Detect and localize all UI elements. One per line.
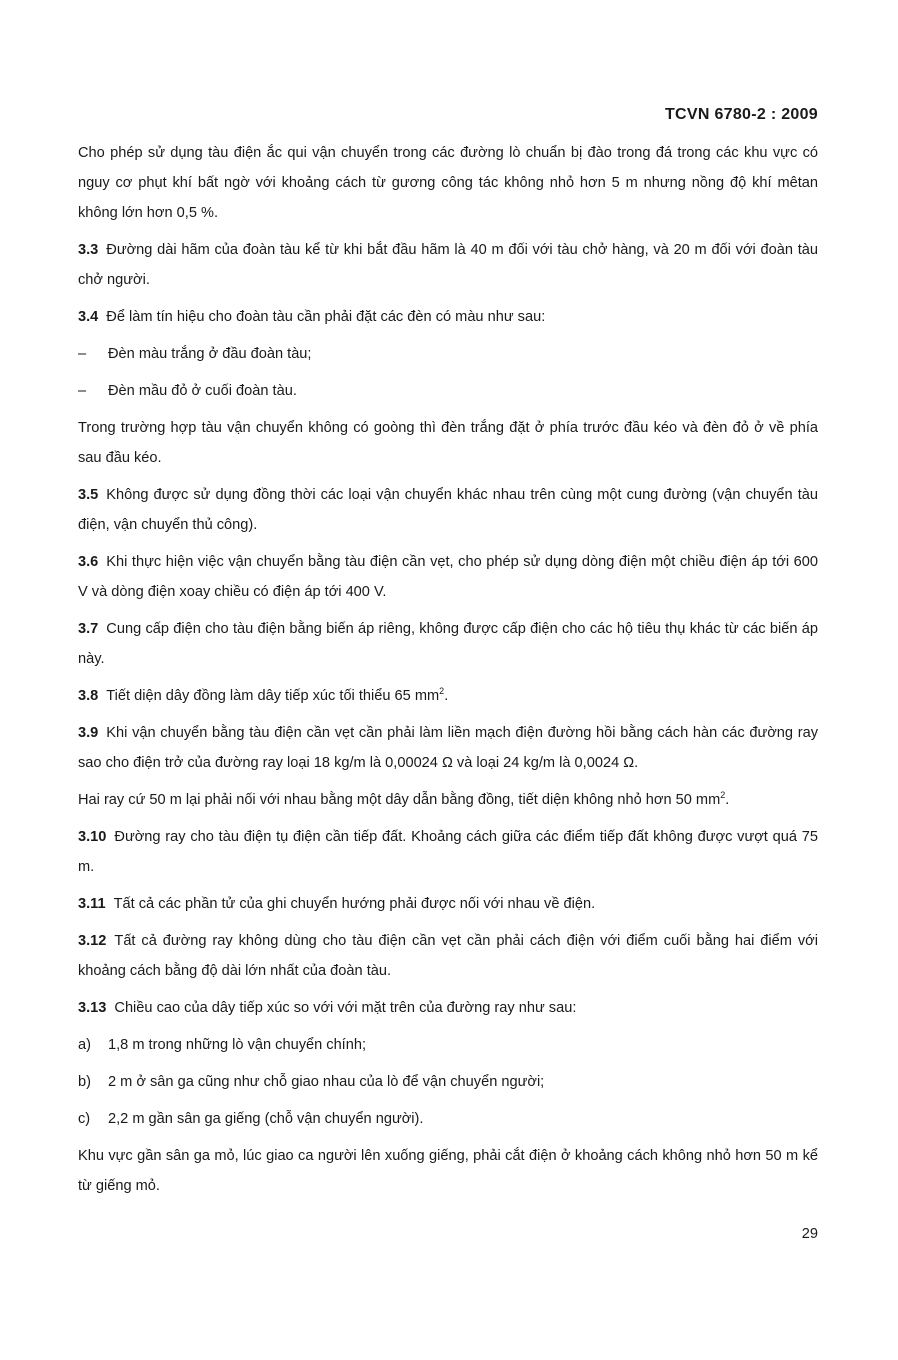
- list-marker: –: [78, 346, 87, 362]
- list-marker: c): [78, 1111, 91, 1127]
- clause-number: 3.12: [78, 933, 107, 949]
- clause-number: 3.9: [78, 725, 99, 741]
- clause-3-4-note: Trong trường hợp tàu vận chuyển không có goòng thì đèn trắng đặt ở phía trước đầu kéo và đèn đỏ ở về phía sau đầu kéo.: [78, 420, 818, 466]
- clause-3-10: [78, 822, 818, 882]
- clause-text: Cung cấp điện cho tàu điện bằng biến áp riêng, không được cấp điện cho các hộ tiêu thụ khác từ các biến áp này.: [78, 621, 818, 667]
- list-item-text: Đèn mầu đỏ ở cuối đoàn tàu.: [108, 383, 297, 399]
- clause-text: Không được sử dụng đồng thời các loại vận chuyển khác nhau trên cùng một cung đường (vận chuyển tàu điện, vận chuyển thủ công).: [78, 487, 818, 533]
- clause-number: 3.8: [78, 688, 99, 704]
- clause-text: Tất cả các phần tử của ghi chuyển hướng phải được nối với nhau về điện.: [113, 896, 596, 912]
- clause-3-9: [78, 718, 818, 778]
- page-number: 29: [801, 1226, 818, 1242]
- clause-end: .: [444, 688, 449, 704]
- clause-number: 3.10: [78, 829, 107, 845]
- clause-text: Đường ray cho tàu điện tụ điện cần tiếp đất. Khoảng cách giữa các điểm tiếp đất không được vượt quá 75 m.: [78, 829, 818, 875]
- clause-3-13: [78, 993, 818, 1023]
- document-body: [78, 138, 818, 1208]
- clause-3-7: [78, 614, 818, 674]
- clause-number: 3.11: [78, 896, 106, 912]
- clause-number: 3.4: [78, 309, 99, 325]
- clause-text: Đường dài hãm của đoàn tàu kể từ khi bắt đầu hãm là 40 m đối với tàu chở hàng, và 20 m đối với đoàn tàu chở người.: [78, 242, 818, 288]
- superscript: 2: [720, 790, 726, 801]
- clause-text: Hai ray cứ 50 m lại phải nối với nhau bằng một dây dẫn bằng đồng, tiết diện không nhỏ hơn 50 mm: [78, 792, 721, 808]
- clause-3-5: [78, 480, 818, 540]
- list-item: [78, 1104, 818, 1134]
- clause-3-9-note: [78, 785, 818, 815]
- intro-paragraph: Cho phép sử dụng tàu điện ắc qui vận chuyển trong các đường lò chuẩn bị đào trong đá trong các khu vực có nguy cơ phụt khí bất ngờ với khoảng cách từ gương công tác không nhỏ hơn 5 m nhưng nồng độ khí mêtan không lớn hơn 0,5 %.: [78, 145, 818, 221]
- clause-number: 3.3: [78, 242, 99, 258]
- clause-number: 3.6: [78, 554, 99, 570]
- clause-3-12: [78, 926, 818, 986]
- clause-3-13-note: Khu vực gần sân ga mỏ, lúc giao ca người lên xuống giếng, phải cắt điện ở khoảng cách không nhỏ hơn 50 m kể từ giếng mỏ.: [78, 1148, 818, 1194]
- list-item-text: 2,2 m gần sân ga giếng (chỗ vận chuyển người).: [108, 1111, 424, 1127]
- clause-text: Tất cả đường ray không dùng cho tàu điện cần vẹt cần phải cách điện với điểm cuối bằng hai điểm với khoảng cách bằng độ dài lớn nhất của đoàn tàu.: [78, 933, 818, 979]
- list-item: [78, 1030, 818, 1060]
- list-item-text: 2 m ở sân ga cũng như chỗ giao nhau của lò để vận chuyển người;: [108, 1074, 545, 1090]
- clause-text: Khi thực hiện việc vận chuyển bằng tàu điện cần vẹt, cho phép sử dụng dòng điện một chiều điện áp tới 600 V và dòng điện xoay chiều có điện áp tới 400 V.: [78, 554, 818, 600]
- clause-3-4: [78, 302, 818, 332]
- clause-text: Chiều cao của dây tiếp xúc so với với mặt trên của đường ray như sau:: [114, 1000, 577, 1016]
- clause-3-8: [78, 681, 818, 711]
- clause-end: .: [725, 792, 730, 808]
- list-item-text: 1,8 m trong những lò vận chuyển chính;: [108, 1037, 367, 1053]
- clause-text: Khi vận chuyển bằng tàu điện cần vẹt cần phải làm liền mạch điện đường hồi bằng cách hàn các đường ray sao cho điện trở của đường ray loại 18 kg/m là 0,00024 Ω và loại 24 kg/m là 0,0024 Ω.: [78, 725, 818, 771]
- list-marker: b): [78, 1074, 91, 1090]
- clause-3-11: [78, 889, 818, 919]
- clause-number: 3.13: [78, 1000, 107, 1016]
- clause-text: Tiết diện dây đồng làm dây tiếp xúc tối thiểu 65 mm: [106, 688, 440, 704]
- clause-text: Để làm tín hiệu cho đoàn tàu cần phải đặt các đèn có màu như sau:: [106, 309, 546, 325]
- list-marker: a): [78, 1037, 91, 1053]
- superscript: 2: [439, 686, 445, 697]
- list-item: [78, 339, 818, 369]
- clause-number: 3.5: [78, 487, 99, 503]
- list-item-text: Đèn màu trắng ở đầu đoàn tàu;: [108, 346, 312, 362]
- clause-3-6: [78, 547, 818, 607]
- clause-3-3: [78, 235, 818, 295]
- clause-number: 3.7: [78, 621, 99, 637]
- document-header: TCVN 6780-2 : 2009: [664, 106, 818, 123]
- list-item: [78, 1067, 818, 1097]
- list-marker: –: [78, 383, 87, 399]
- list-item: [78, 376, 818, 406]
